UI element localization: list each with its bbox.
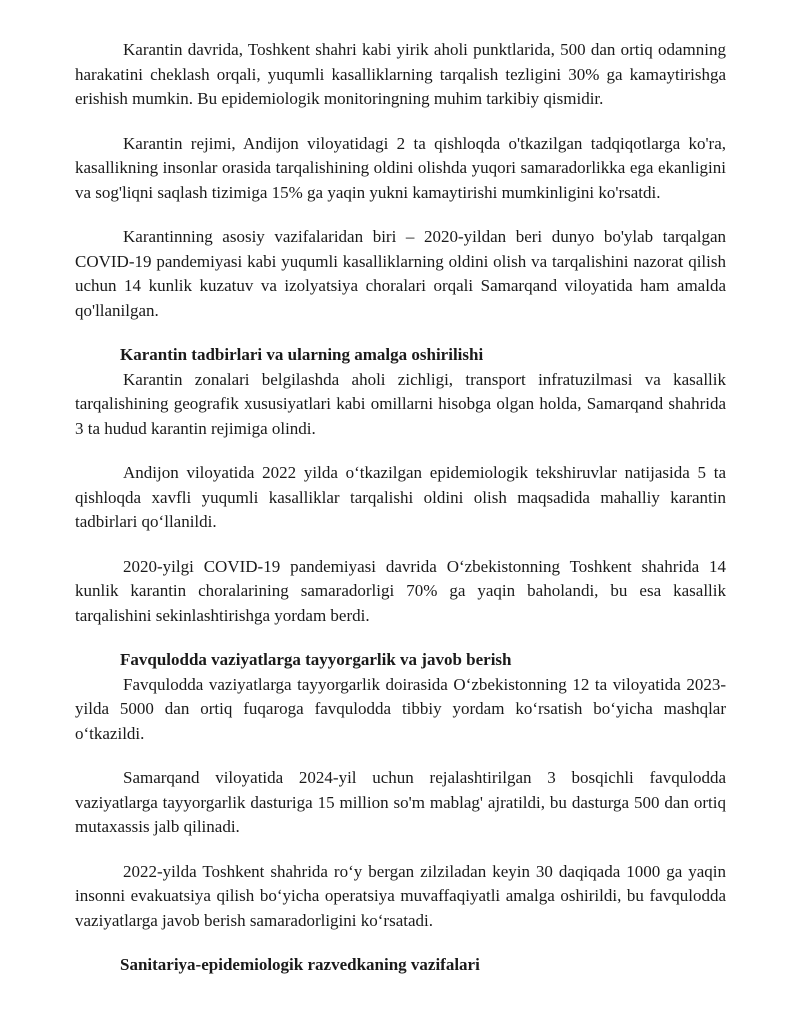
paragraph-earthquake-evacuation: 2022-yilda Toshkent shahrida ro‘y bergan zilziladan keyin 30 daqiqada 1000 ga yaqin insonni evakuatsiya qilish bo‘yicha operatsiya muvaffaqiyatli amalga oshirildi, bu favqulodda vaziyatlarga javob berish samaradorligini ko‘rsatadi. bbox=[75, 861, 726, 930]
paragraph-quarantine-tashkent: Karantin davrida, Toshkent shahri kabi yirik aholi punktlarida, 500 dan ortiq odamning harakatini cheklash orqali, yuqumli kasalliklarning tarqalish tezligini 30% ga kamaytirishga erishish mumkin. Bu epidemiologik monitoringning muhim tarkibiy qismidir. bbox=[75, 40, 726, 108]
paragraph-quarantine-andijan: Karantin rejimi, Andijon viloyatidagi 2 ta qishloqda o'tkazilgan tadqiqotlarga ko'ra, kasallikning insonlar orasida tarqalishining oldini olishda yuqori samaradorlikka ega ekanligini va sog'liqni saqlash tizimiga 15% ga yaqin yukni kamaytirishi mumkinligini ko'rsatdi. bbox=[75, 133, 726, 202]
document-page bbox=[75, 38, 726, 978]
paragraph-emergency-drills: Favqulodda vaziyatlarga tayyorgarlik doirasida O‘zbekistonning 12 ta viloyatida 2023-yilda 5000 dan ortiq fuqaroga favqulodda tibbiy yordam ko‘rsatish bo‘yicha mashqlar o‘tkazildi. bbox=[75, 674, 726, 743]
paragraph-andijan-2022: Andijon viloyatida 2022 yilda o‘tkazilgan epidemiologik tekshiruvlar natijasida 5 ta qishloqda xavfli yuqumli kasalliklar tarqalishi oldini olish maqsadida mahalliy karantin tadbirlari qo‘llanildi. bbox=[75, 463, 726, 531]
section-heading-emergency-preparedness: Favqulodda vaziyatlarga tayyorgarlik va javob berish bbox=[120, 650, 512, 669]
section-heading-quarantine-measures: Karantin tadbirlari va ularning amalga oshirilishi bbox=[120, 345, 484, 364]
section-heading-sanitary-reconnaissance: Sanitariya-epidemiologik razvedkaning vazifalari bbox=[120, 955, 480, 974]
paragraph-quarantine-covid: Karantinning asosiy vazifalaridan biri – 2020-yildan beri dunyo bo'ylab tarqalgan COVID-19 pandemiyasi kabi yuqumli kasalliklarning oldini olish va tarqalishini nazorat qilish uchun 14 kunlik kuzatuv va izolyatsiya choralari orqali Samarqand viloyatida ham amalda qo'llanilgan. bbox=[75, 227, 726, 320]
paragraph-quarantine-zones: Karantin zonalari belgilashda aholi zichligi, transport infratuzilmasi va kasallik tarqalishining geografik xususiyatlari kabi omillarni hisobga olgan holda, Samarqand shahrida 3 ta hudud karantin rejimiga olindi. bbox=[75, 369, 726, 438]
paragraph-covid-2020: 2020-yilgi COVID-19 pandemiyasi davrida O‘zbekistonning Toshkent shahrida 14 kunlik karantin choralarining samaradorligi 70% ga yaqin baholandi, bu esa kasallik tarqalishini sekinlashtirishga yordam berdi. bbox=[75, 556, 726, 625]
paragraph-samarkand-program: Samarqand viloyatida 2024-yil uchun rejalashtirilgan 3 bosqichli favqulodda vaziyatlarga tayyorgarlik dasturiga 15 million so'm mablag' ajratildi, bu dasturga 500 dan ortiq mutaxassis jalb qilinadi. bbox=[75, 768, 726, 836]
